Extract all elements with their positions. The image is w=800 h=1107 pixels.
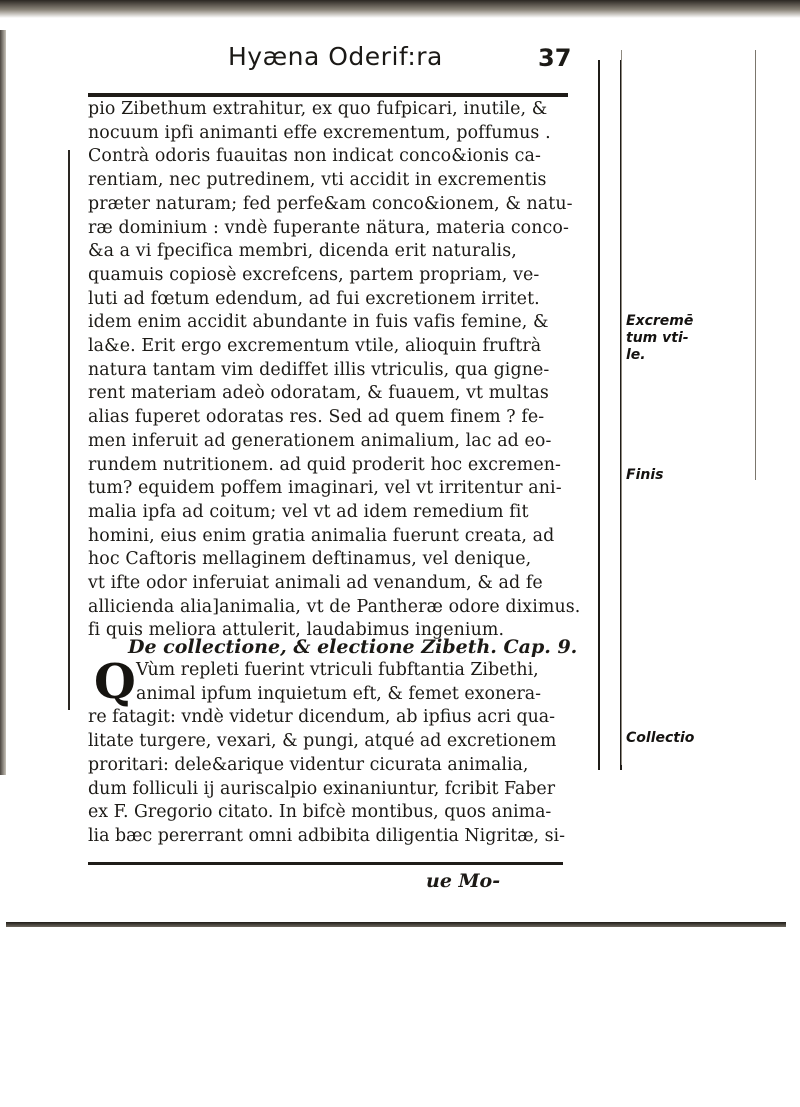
page-number: 37	[538, 44, 572, 72]
marginal-note-line: Collectio	[626, 730, 695, 746]
text-line: men inferuit ad generationem animalium, lac ad eo-	[88, 430, 552, 451]
running-title: Hyæna Oderif:ra	[228, 42, 443, 71]
text-line: proritari: dele&arique videntur cicurata animalia,	[88, 754, 529, 775]
text-line: rundem nutritionem. ad quid proderit hoc excremen-	[88, 454, 562, 475]
text-line: quamuis copiosè excrefcens, partem propriam, ve-	[88, 264, 540, 285]
text-line: Vùm repleti fuerint vtriculi fubftantia Zibethi,	[136, 660, 539, 680]
text-line: rent materiam adeò odoratam, & fuauem, vt multas	[88, 383, 549, 404]
page-frame-rule	[598, 60, 622, 770]
footer-rule	[88, 862, 563, 865]
text-line: animal ipfum inquietum eft, & femet exonera-	[136, 683, 542, 704]
text-line: natura tantam vim dediffet illis vtriculis, qua gigne-	[88, 359, 550, 380]
margin-panel	[621, 50, 732, 765]
header-rule	[88, 93, 568, 97]
text-line: tum? equidem poffem imaginari, vel vt irritentur ani-	[88, 478, 562, 499]
chapter-heading: De collectione, & electione Zibeth. Cap. 9.	[128, 636, 578, 658]
text-line: præter naturam; fed perfe&am conco&ionem, & natu-	[88, 193, 573, 214]
binding-line	[68, 150, 70, 710]
chapter-text	[88, 654, 593, 849]
text-line: dum folliculi ij auriscalpio exinaniuntur, fcribit Faber	[88, 778, 556, 799]
marginal-note-line: Excremē	[626, 313, 694, 329]
text-line: lia bæc pererrant omni adbibita diligentia Nigritæ, si-	[88, 825, 565, 846]
scan-bottom-edge	[6, 922, 786, 927]
catchword: ue Mo-	[426, 870, 501, 892]
text-line: Contrà odoris fuauitas non indicat conco&ionis ca-	[88, 146, 541, 167]
marginal-note-finis	[626, 467, 663, 484]
page-header	[220, 40, 580, 80]
outer-margin-rule	[755, 50, 756, 480]
text-line: litate turgere, vexari, & pungi, atqué ad excretionem	[88, 731, 557, 752]
drop-cap: Q	[94, 654, 136, 710]
scan-left-edge	[0, 30, 6, 775]
text-line: pio Zibethum extrahitur, ex quo fufpicari, inutile, &	[88, 99, 548, 119]
scan-top-edge	[0, 0, 800, 18]
body-text	[88, 98, 593, 643]
text-line: re fatagit: vndè videtur dicendum, ab ipfius acri qua-	[88, 707, 556, 728]
text-line: ræ dominium : vndè fuperante nätura, materia conco-	[88, 217, 569, 238]
marginal-note-collectio	[626, 730, 694, 747]
text-line: vt ifte odor inferuiat animali ad venandum, & ad fe	[88, 573, 543, 594]
text-line: fi quis meliora attulerit, laudabimus ingenium.	[88, 620, 505, 641]
text-line: allicienda alia]animalia, vt de Pantheræ odore diximus.	[88, 596, 581, 617]
text-line: alias fuperet odoratas res. Sed ad quem finem ? fe-	[88, 407, 545, 428]
marginal-note-line: Finis	[626, 467, 664, 483]
marginal-note-excrementum	[626, 313, 693, 364]
text-line: rentiam, nec putredinem, vti accidit in excrementis	[88, 170, 547, 191]
text-line: malia ipfa ad coitum; vel vt ad idem remedium fit	[88, 501, 529, 522]
text-line: luti ad fœtum edendum, ad fui excretionem irritet.	[88, 288, 540, 309]
text-line: ex F. Gregorio citato. In bifcè montibus, quos anima-	[88, 802, 552, 823]
text-line: homini, eius enim gratia animalia fuerunt creata, ad	[88, 525, 555, 546]
marginal-note-line: tum vti-	[626, 330, 689, 346]
text-line: &a a vi fpecifica membri, dicenda erit naturalis,	[88, 241, 517, 262]
text-line: nocuum ipfi animanti effe excrementum, poffumus .	[88, 122, 551, 143]
text-line: hoc Caftoris mellaginem deftinamus, vel denique,	[88, 549, 532, 570]
marginal-note-line: le.	[626, 347, 646, 363]
text-line: idem enim accidit abundante in fuis vafis femine, &	[88, 312, 549, 333]
text-line: la&e. Erit ergo excrementum vtile, alioquin fruftrà	[88, 336, 542, 357]
